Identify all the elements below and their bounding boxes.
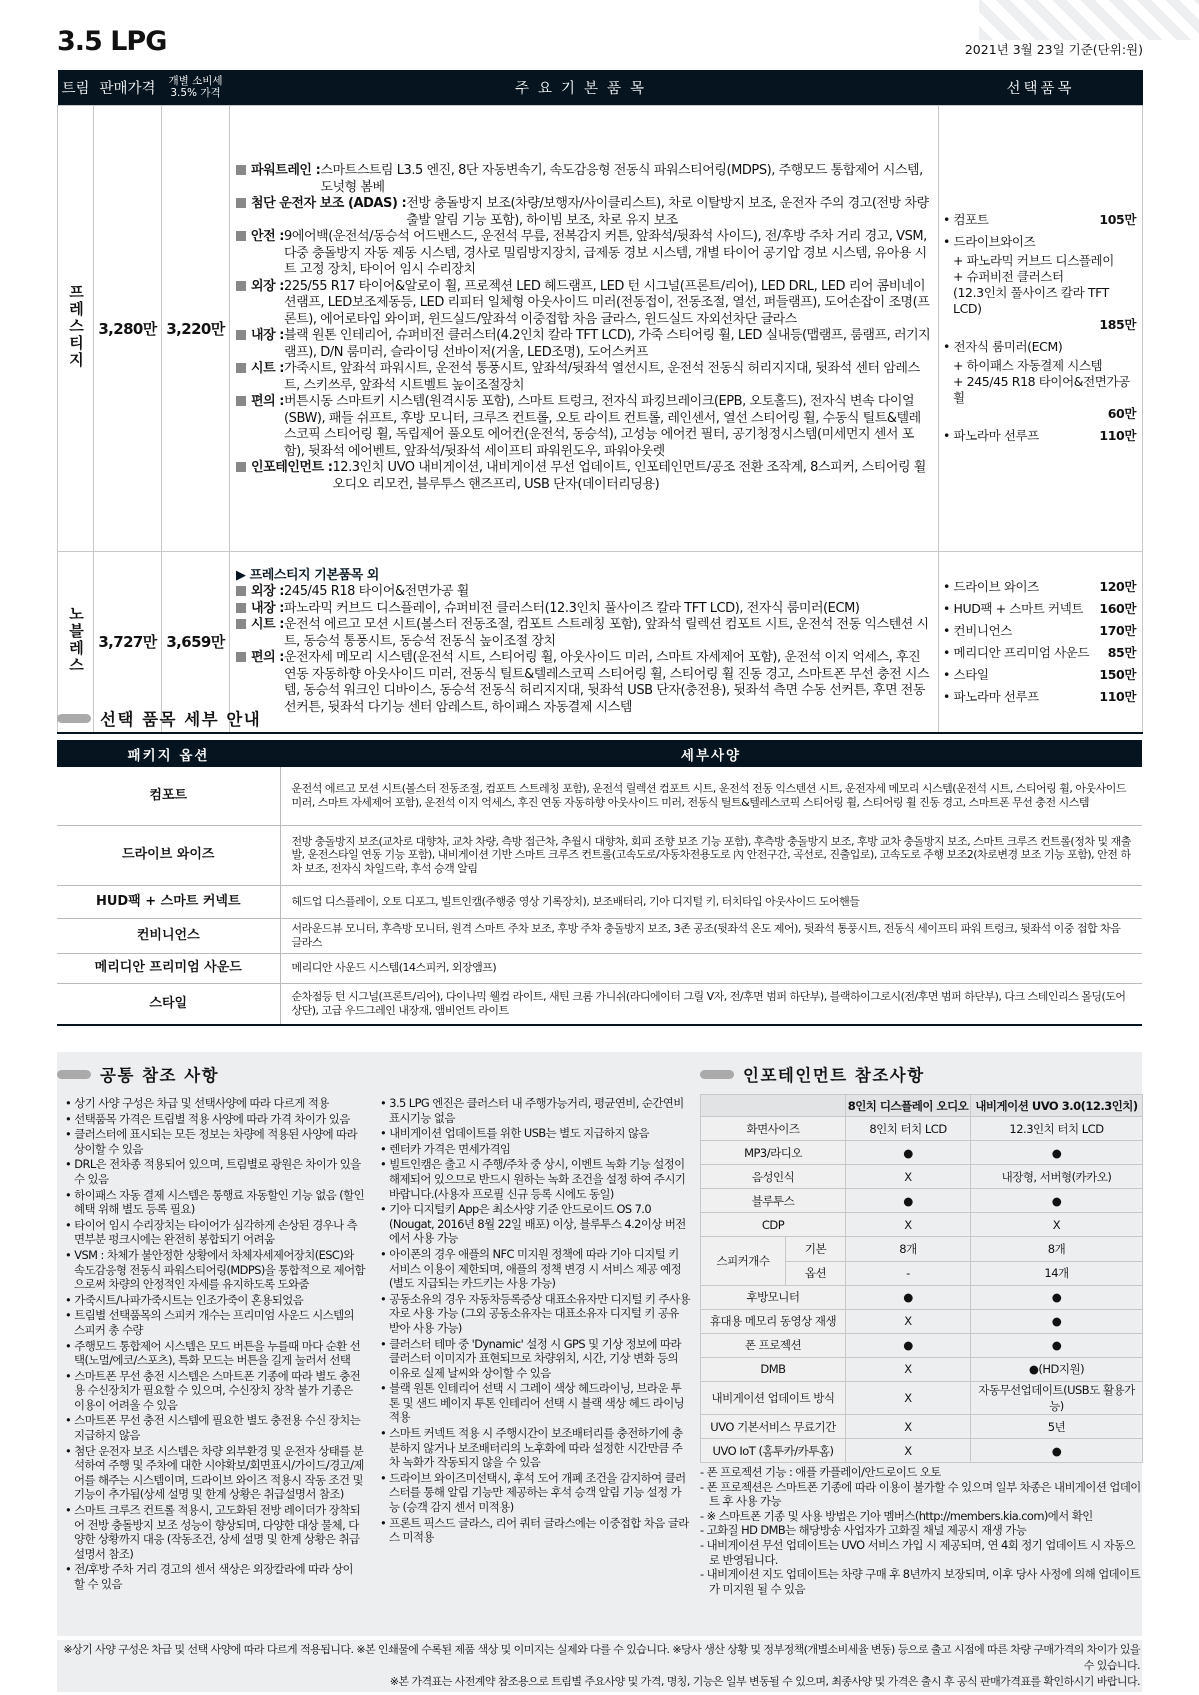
option-line xyxy=(943,428,1136,444)
info-value-navi: 5년 xyxy=(971,1415,1143,1439)
option-line xyxy=(943,601,1136,617)
info-row xyxy=(701,1165,1143,1189)
option-name: • 컨비니언스 xyxy=(943,623,1012,639)
info-label: 후방모니터 xyxy=(701,1285,846,1309)
feature-text: 운전자세 메모리 시스템(운전석 시트, 스티어링 휠, 아웃사이드 미러, 스마트 자세제어 포함), 운전석 이지 억세스, 후진연동 자동하향 아웃사이드 미러, 전동식 틸트&텔레스코픽 스티어링 휠, 스티어링 휠 진동 경고, 스마트폰 무선 충전 시스템, 동승석 워크인 디바이스, 동승석 전동식 허리지지대, 뒷좌석 USB 단자(충전용), 뒷좌석 측면 수동 선커튼, 후면 전동 선커튼, 뒷좌석 다기능 센터 암레스트, 하이패스 자동결제 시스템 xyxy=(284,650,930,715)
col-tax-price: 개별 소비세 3.5% 가격 xyxy=(162,70,230,105)
info-label: UVO 기본서비스 무료기간 xyxy=(701,1415,846,1439)
package-name: 스타일 xyxy=(57,983,280,1025)
col-navi: 내비게이션 UVO 3.0(12.3인치) xyxy=(971,1095,1143,1117)
option-name: • HUD팩 + 스마트 커넥트 xyxy=(943,601,1083,617)
info-value-navi: ● xyxy=(971,1141,1143,1165)
option-line xyxy=(943,234,1136,250)
option-name: • 전자식 룸미러(ECM) xyxy=(943,339,1062,355)
col-audio: 8인치 디스플레이 오디오 xyxy=(846,1095,971,1117)
note-item: • 트림별 선택품목의 스피커 개수는 프리미엄 사운드 시스템의 스피커 총 수량 xyxy=(65,1308,365,1337)
option-name: • 파노라마 선루프 xyxy=(943,689,1039,705)
feature-label: 첨단 운전자 보조 (ADAS) : xyxy=(236,196,406,229)
info-value-audio: X xyxy=(846,1382,971,1415)
option-price: 150만 xyxy=(1099,666,1136,682)
option-item xyxy=(943,667,1136,683)
col-price: 판매가격 xyxy=(94,70,162,105)
package-name: 메리디안 프리미엄 사운드 xyxy=(57,953,280,983)
note-item: • 타이어 임시 수리장치는 타이어가 심각하게 손상된 경우나 측면부분 펑크시에는 완전히 봉합되기 어려움 xyxy=(65,1218,365,1247)
option-line xyxy=(943,623,1136,639)
detail-row xyxy=(57,767,1142,825)
feature-text: 운전석 에르고 모션 시트(볼스터 전동조절, 컴포트 스트레칭 포함), 앞좌석 릴렉션 컴포트 시트, 운전석 전동 익스텐션 시트, 동승석 통풍시트, 동승석 전동식 높이조절 장치 xyxy=(284,617,929,649)
info-row xyxy=(701,1141,1143,1165)
feature-item xyxy=(236,361,932,394)
info-value-audio: X xyxy=(846,1213,971,1237)
info-value-navi: 14개 xyxy=(971,1261,1143,1285)
option-price: 160만 xyxy=(1099,600,1136,616)
footer-line-2: ※본 가격표는 사전계약 참조용으로 트림별 주요사양 및 가격, 명칭, 기능은 일부 변동될 수 있으며, 최종사양 및 가격은 출시 후 공식 판매가격표를 확인하시기 바랍니다. xyxy=(389,1675,1140,1688)
package-name: HUD팩 + 스마트 커넥트 xyxy=(57,885,280,918)
note-item: • 드라이브 와이즈미선택시, 후석 도어 개폐 조건을 감지하여 클러스터를 통해 알림 기능만 제공하는 후석 승객 알림 기능 설정 가능 (승객 감지 센서 미적용) xyxy=(380,1471,690,1515)
info-value-audio: X xyxy=(846,1165,971,1189)
note-item: • DRL은 전차종 적용되어 있으며, 트림별로 광원은 차이가 있을 수 있음 xyxy=(65,1157,365,1186)
note-item: • 첨단 운전자 보조 시스템은 차량 외부환경 및 운전자 상태를 분석하여 주행 및 주차에 대한 시야확보/회면표시/가이드/경고/제어를 해주는 시스템이며, 드라이브 와이즈 적용시 작동 조건 및 기능이 추가됨(상세 설명 및 한계 상황은 취급설명서 참조) xyxy=(65,1444,365,1502)
info-value-navi: X xyxy=(971,1213,1143,1237)
detail-row xyxy=(57,825,1142,885)
feature-item xyxy=(236,328,932,361)
info-value-navi: ●(HD지원) xyxy=(971,1357,1143,1381)
feature-label: 외장 : xyxy=(236,279,284,329)
section-heading-option-details: 선택 품목 세부 안내 xyxy=(57,706,261,730)
option-sub: + 슈퍼비전 클러스터 xyxy=(953,269,1064,284)
info-label: MP3/라디오 xyxy=(701,1141,846,1165)
note-item: • VSM : 차체가 불안정한 상황에서 차체자세제어장치(ESC)와 속도감응형 전동식 파워스티어링(MDPS)을 통합적으로 제어함으로써 차량의 안정적인 자세를 유지하도록 도와줌 xyxy=(65,1248,365,1292)
info-label: DMB xyxy=(701,1357,846,1381)
info-value-audio: 8인치 터치 LCD xyxy=(846,1117,971,1141)
feature-text: 전방 충돌방지 보조(차량/보행자/사이클리스트), 차로 이탈방지 보조, 운전자 주의 경고(전방 차량 출발 알림 기능 포함), 하이빔 보조, 차로 유지 보조 xyxy=(406,196,929,228)
trim-label: 노블레스 xyxy=(67,605,85,674)
feature-label: 내장 : xyxy=(236,601,284,618)
info-label: CDP xyxy=(701,1213,846,1237)
note-item: • 공동소유의 경우 자동차등록증상 대표소유자만 디지털 키 주사용자로 사용 가능 (그외 공동소유자는 대표소유자 디지털 키 공유 받아 사용 가능) xyxy=(380,1292,690,1336)
feature-item xyxy=(236,394,932,460)
feature-text: 225/55 R17 타이어&알로이 휠, 프로젝션 LED 헤드램프, LED 턴 시그널(프론트/리어), LED DRL, LED 리어 콤비네이션램프, LED보조제동등, LED 리피터 일체형 아웃사이드 미러(전동접이, 전동조절, 열선, 퍼들램프), 도어손잡이 조명(프론트), 에어로타입 와이퍼, 윈드실드/앞좌석 이중접합 차음 글라스, 윈드실드 자외선차단 글라스 xyxy=(284,278,930,327)
tax-price: 3,220만 xyxy=(162,105,230,551)
page-title: 3.5 LPG xyxy=(57,26,167,57)
info-value-navi: ● xyxy=(971,1285,1143,1309)
info-value-audio: ● xyxy=(846,1189,971,1213)
info-label: 내비게이션 업데이트 방식 xyxy=(701,1382,846,1415)
option-list xyxy=(939,105,1143,551)
option-price: 85만 xyxy=(1107,644,1136,660)
package-detail: 운전석 에르고 모션 시트(볼스터 전동조절, 컴포트 스트레칭 포함), 운전석 릴렉션 컴포트 시트, 운전석 전동 익스텐션 시트, 운전자세 메모리 시스템(운전석 시트, 스티어링 휠, 아웃사이드 미러, 스마트 자세제어 포함), 운전석 이지 억세스, 후진 연동 자동하향 아웃사이드 미러, 전동식 틸트&텔레스코픽 스티어링 휠, 스티어링 휠 진동 경고, 스마트폰 무선 충전 시스템 xyxy=(280,767,1142,825)
option-name: • 컴포트 xyxy=(943,212,989,228)
package-detail: 메리디안 사운드 시스템(14스피커, 외장앰프) xyxy=(280,953,1142,983)
info-value-navi: ● xyxy=(971,1189,1143,1213)
info-note: - ※ 스마트폰 기종 및 사용 방법은 기아 멤버스(http://members.kia.com)에서 확인 xyxy=(700,1509,1145,1524)
info-note: - 폰 프로젝션은 스마트폰 기종에 따라 이용이 불가할 수 있으며 일부 차종은 내비게이션 업데이트 후 사용 가능 xyxy=(700,1480,1145,1509)
feature-item xyxy=(236,279,932,329)
option-line xyxy=(943,689,1136,705)
info-value-audio: X xyxy=(846,1309,971,1333)
info-value-navi: 자동무선업데이트(USB도 활용가능) xyxy=(971,1382,1143,1415)
feature-item xyxy=(236,460,932,493)
info-note: - 내비게이션 지도 업데이트는 차량 구매 후 8년까지 보장되며, 이후 당사 사정에 의해 업데이트가 미지원 될 수 있음 xyxy=(700,1567,1145,1596)
detail-row xyxy=(57,918,1142,953)
info-note: - 내비게이션 무선 업데이트는 UVO 서비스 가입 시 제공되며, 연 4회 정기 업데이트 시 자동으로 반영됩니다. xyxy=(700,1538,1145,1567)
info-row xyxy=(701,1237,1143,1261)
option-price: 110만 xyxy=(1099,688,1136,704)
info-label: 블루투스 xyxy=(701,1189,846,1213)
option-item xyxy=(943,234,1136,333)
note-item: • 전/후방 주차 거리 경고의 센서 색상은 외장칼라에 따라 상이 할 수 있음 xyxy=(65,1562,365,1591)
trim-name xyxy=(58,105,94,551)
option-line xyxy=(943,339,1136,355)
feature-label: 안전 : xyxy=(236,229,284,279)
info-row xyxy=(701,1439,1143,1463)
detail-row xyxy=(57,885,1142,918)
feature-list xyxy=(230,551,939,733)
feature-item xyxy=(236,617,932,650)
detail-row xyxy=(57,983,1142,1025)
feature-list xyxy=(230,105,939,551)
info-row xyxy=(701,1309,1143,1333)
info-value-audio: X xyxy=(846,1357,971,1381)
info-sublabel: 기본 xyxy=(786,1237,846,1261)
info-value-audio: ● xyxy=(846,1333,971,1357)
tax-price: 3,659만 xyxy=(162,551,230,733)
footer-notes xyxy=(57,1640,1142,1692)
info-value-audio: - xyxy=(846,1261,971,1285)
feature-item xyxy=(236,196,932,229)
feature-text: 245/45 R18 타이어&전면가공 휠 xyxy=(284,584,469,599)
base-note: ▶ 프레스티지 기본품목 외 xyxy=(236,567,379,583)
feature-label: 파워트레인 : xyxy=(236,163,320,196)
info-label: 스피커개수 xyxy=(701,1237,786,1285)
decorative-pattern xyxy=(979,0,1199,40)
info-value-navi: 8개 xyxy=(971,1237,1143,1261)
feature-label: 외장 : xyxy=(236,584,284,601)
note-item: • 스마트폰 무선 충전 시스템은 스마트폰 기종에 따라 별도 충전용 수신장치가 필요할 수 있으며, 수신장치 장착 불가 기종은 이용이 어려울 수 있음 xyxy=(65,1369,365,1413)
info-value-navi: 12.3인치 터치 LCD xyxy=(971,1117,1143,1141)
info-value-audio: ● xyxy=(846,1285,971,1309)
option-item xyxy=(943,339,1136,422)
package-detail: 전방 충돌방지 보조(교차로 대향차, 교차 차량, 측방 접근차, 추월시 대향차, 회피 조향 보조 기능 포함), 후측방 충돌방지 보조, 후방 교차 충돌방지 보조, 스마트 크루즈 컨트롤(정차 및 재출발, 운전스타일 연동 기능 포함), 내비게이션 기반 스마트 크루즈 컨트롤(고속도로/자동차전용도로 內 안전구간, 곡선로, 진출입로), 고속도로 주행 보조2(차로변경 보조 기능 포함), 안전 하차 보조, 전자식 차일드락, 후석 승객 알림 xyxy=(280,825,1142,885)
option-line xyxy=(943,212,1136,228)
option-item xyxy=(943,623,1136,639)
info-label: 휴대용 메모리 동영상 재생 xyxy=(701,1309,846,1333)
info-value-navi: ● xyxy=(971,1333,1143,1357)
feature-label: 인포테인먼트 : xyxy=(236,460,332,493)
option-name: • 파노라마 선루프 xyxy=(943,428,1039,444)
package-name: 컴포트 xyxy=(57,767,280,825)
option-line xyxy=(943,667,1136,683)
info-row xyxy=(701,1285,1143,1309)
trim-row xyxy=(58,105,1143,551)
common-notes-col2 xyxy=(380,1096,690,1546)
option-price: 170만 xyxy=(1099,622,1136,638)
info-label: 폰 프로젝션 xyxy=(701,1333,846,1357)
option-name: • 드라이브와이즈 xyxy=(943,234,1035,250)
feature-label: 편의 : xyxy=(236,394,284,460)
feature-item xyxy=(236,229,932,279)
option-price-line xyxy=(943,406,1136,422)
option-name: • 스타일 xyxy=(943,667,989,683)
infotainment-notes xyxy=(700,1465,1145,1596)
option-item xyxy=(943,601,1136,617)
note-item: • 선택품목 가격은 트림별 적용 사양에 따라 가격 차이가 있음 xyxy=(65,1112,365,1127)
feature-label: 편의 : xyxy=(236,650,284,716)
feature-text: 12.3인치 UVO 내비게이션, 내비게이션 무선 업데이트, 인포테인먼트/공조 전환 조작계, 8스피커, 스티어링 휠 오디오 리모컨, 블루투스 핸즈프리, USB 단자(데이터리딩용) xyxy=(332,460,926,492)
note-item: • 기아 디지털키 App은 최소사양 기준 안드로이드 OS 7.0 (Nougat, 2016년 8월 22일 배포) 이상, 블루투스 4.2이상 버전에서 사용 가능 xyxy=(380,1202,690,1246)
info-row xyxy=(701,1213,1143,1237)
option-sub: (12.3인치 풀사이즈 칼라 TFT LCD) xyxy=(953,285,1109,316)
col-detail: 세부사양 xyxy=(280,740,1142,767)
option-item xyxy=(943,428,1136,444)
feature-label: 시트 : xyxy=(236,617,284,650)
feature-item xyxy=(236,601,932,618)
note-item: • 하이패스 자동 결제 시스템은 통행료 자동할인 기능 없음 (할인 혜택 위해 별도 등록 필요) xyxy=(65,1188,365,1217)
feature-item xyxy=(236,584,932,601)
date-note: 2021년 3월 23일 기준(단위:원) xyxy=(964,42,1143,57)
col-package: 패키지 옵션 xyxy=(57,740,280,767)
note-item: • 주행모드 통합제어 시스템은 모드 버튼을 누를때 마다 순환 선택(노멀/에코/스포츠), 특화 모드는 버튼을 길게 눌러서 선택 xyxy=(65,1339,365,1368)
feature-text: 9에어백(운전석/동승석 어드밴스드, 운전석 무릎, 전복감지 커튼, 앞좌석/뒷좌석 사이드), 전/후방 주차 거리 경고, VSM, 다중 충돌방지 자동 제동 시스템, 경사로 밀림방지장치, 급제동 경보 시스템, 개별 타이어 공기압 경보 시스템, 유아용 시트 고정 장치, 타이어 임시 수리장치 xyxy=(284,229,927,277)
info-value-navi: ● xyxy=(971,1439,1143,1463)
package-detail: 헤드업 디스플레이, 오토 디포그, 빌트인캠(주행중 영상 기록장치), 보조배터리, 기아 디지털 키, 터치타입 아웃사이드 도어핸들 xyxy=(280,885,1142,918)
option-list xyxy=(939,551,1143,733)
note-item: • 가죽시트/나파가죽시트는 인조가죽이 혼용되었음 xyxy=(65,1293,365,1308)
option-item xyxy=(943,212,1136,228)
option-item xyxy=(943,645,1136,661)
note-item: • 3.5 LPG 엔진은 클러스터 내 주행가능거리, 평균연비, 순간연비 표시기능 없음 xyxy=(380,1096,690,1125)
note-item: • 클러스터에 표시되는 모든 정보는 차량에 적용된 사양에 따라 상이할 수 있음 xyxy=(65,1127,365,1156)
option-price: 185만 xyxy=(1099,317,1136,332)
info-note: - 폰 프로젝션 기능 : 애플 카플레이/안드로이드 오토 xyxy=(700,1465,1145,1480)
note-item: • 아이폰의 경우 애플의 NFC 미지원 정책에 따라 기아 디지털 키 서비스 이용이 제한되며, 애플의 정책 변경 시 서비스 제공 예정(별도 지급되는 카드키는 사용 가능) xyxy=(380,1247,690,1291)
detail-row xyxy=(57,953,1142,983)
info-row xyxy=(701,1189,1143,1213)
sale-price: 3,727만 xyxy=(94,551,162,733)
note-item: • 스마트 커넥트 적용 시 주행시간이 보조배터리를 충전하기에 충분하지 않거나 보조배터리의 노후화에 따라 설정한 시간만큼 주차 녹화가 작동되지 않을 수 있음 xyxy=(380,1426,690,1470)
option-item xyxy=(943,689,1136,705)
info-label: 음성인식 xyxy=(701,1165,846,1189)
note-item: • 내비게이션 업데이트를 위한 USB는 별도 지급하지 않음 xyxy=(380,1126,690,1141)
col-options: 선택품목 xyxy=(939,70,1143,105)
option-detail-table xyxy=(57,740,1142,1026)
info-row xyxy=(701,1415,1143,1439)
info-note: - 고화질 HD DMB는 해당방송 사업자가 고화질 채널 제공시 재생 가능 xyxy=(700,1523,1145,1538)
package-detail: 순차점등 턴 시그널(프론트/리어), 다이나믹 웰컴 라이트, 새틴 크롬 가니쉬(라디에이터 그릴 V자, 전/후면 범퍼 하단부), 블랙하이그로시(전/후면 범퍼 하단부), 다크 스테인리스 몰딩(도어 상단), 고급 우드그레인 내장재, 앰비언트 라이트 xyxy=(280,983,1142,1025)
info-row xyxy=(701,1357,1143,1381)
section-heading-common-notes: 공통 참조 사항 xyxy=(57,1062,219,1086)
option-price: 105만 xyxy=(1099,212,1136,227)
info-value-audio: 8개 xyxy=(846,1237,971,1261)
feature-text: 스마트스트림 L3.5 엔진, 8단 자동변속기, 속도감응형 전동식 파워스티어링(MDPS), 주행모드 통합제어 시스템, 도넛형 봄베 xyxy=(320,163,923,195)
note-item: • 스마트폰 무선 충전 시스템에 필요한 별도 충전용 수신 장치는 지급하지 않음 xyxy=(65,1413,365,1442)
feature-item xyxy=(236,650,932,716)
info-row xyxy=(701,1117,1143,1141)
feature-text: 파노라믹 커브드 디스플레이, 슈퍼비전 클러스터(12.3인치 풀사이즈 칼라 TFT LCD), 전자식 룸미러(ECM) xyxy=(284,600,860,616)
note-item: • 스마트 크루즈 컨트롤 적용시, 고도화된 전방 레이더가 장착되어 전방 충돌방지 보조 성능이 향상되며, 다양한 대상 물체, 다양한 상황까지 대응 (작동조건, 상세 설명 및 한계 상황은 취급설명서 참조) xyxy=(65,1503,365,1561)
common-notes-col1 xyxy=(65,1096,365,1593)
info-label: 화면사이즈 xyxy=(701,1117,846,1141)
option-sub: + 245/45 R18 타이어&전면가공 휠 xyxy=(953,374,1130,405)
option-name: • 드라이브 와이즈 xyxy=(943,579,1039,595)
option-name: • 메리디안 프리미엄 사운드 xyxy=(943,645,1089,661)
option-price: 120만 xyxy=(1099,578,1136,594)
info-value-audio: ● xyxy=(846,1141,971,1165)
note-item: • 프론트 픽스드 글라스, 리어 쿼터 글라스에는 이중접합 차음 글라스 미적용 xyxy=(380,1516,690,1545)
info-label: UVO IoT (홈투카/카투홈) xyxy=(701,1439,846,1463)
package-detail: 서라운드뷰 모니터, 후측방 모니터, 원격 스마트 주차 보조, 후방 주차 충돌방지 보조, 3존 공조(뒷좌석 온도 제어), 뒷좌석 통풍시트, 전동식 세이프티 파워 트렁크, 뒷좌석 이중 접합 차음 글라스 xyxy=(280,918,1142,953)
sale-price: 3,280만 xyxy=(94,105,162,551)
option-sub: + 파노라믹 커브드 디스플레이 xyxy=(953,253,1114,268)
feature-label: 내장 : xyxy=(236,328,284,361)
option-price-line xyxy=(943,317,1136,333)
info-value-audio: X xyxy=(846,1439,971,1463)
feature-item xyxy=(236,163,932,196)
option-price: 60만 xyxy=(1107,406,1136,421)
feature-text: 블랙 원톤 인테리어, 슈퍼비전 클러스터(4.2인치 칼라 TFT LCD), 가죽 스티어링 휠, LED 실내등(맵램프, 룸램프, 러기지램프), D/N 룸미러, 슬라이딩 선바이저(거울, LED조명), 도어스커프 xyxy=(284,328,931,360)
note-item: • 렌터카 가격은 면세가격임 xyxy=(380,1142,690,1157)
option-line xyxy=(943,645,1136,661)
note-item: • 빌트인캠은 출고 시 주행/주차 중 상시, 이벤트 녹화 기능 설정이 해제되어 있으므로 반드시 원하는 녹화 조건을 설정 하여 주시기 바랍니다.(사용자 프로필 신규 등록 시에도 동일) xyxy=(380,1157,690,1201)
info-value-navi: 내장형, 서버형(카카오) xyxy=(971,1165,1143,1189)
info-value-navi: ● xyxy=(971,1309,1143,1333)
option-sub: + 하이패스 자동결제 시스템 xyxy=(953,358,1103,373)
note-item: • 블랙 원톤 인테리어 선택 시 그레이 색상 헤드라이닝, 브라운 투톤 및 샌드 베이지 투톤 인테리어 선택 시 블랙 색상 헤드 라이닝 적용 xyxy=(380,1381,690,1425)
col-trim: 트림 xyxy=(58,70,94,105)
info-row xyxy=(701,1382,1143,1415)
info-sublabel: 옵션 xyxy=(786,1261,846,1285)
option-line xyxy=(943,579,1136,595)
option-price: 110만 xyxy=(1099,428,1136,443)
feature-text: 버튼시동 스마트키 시스템(원격시동 포함), 스마트 트렁크, 전자식 파킹브레이크(EPB, 오토홀드), 전자식 변속 다이얼(SBW), 패들 쉬프트, 후방 모니터, 크루즈 컨트롤, 오토 라이트 컨트롤, 레인센서, 열선 스티어링 휠, 수동식 틸트&텔레스코픽 스티어링 휠, 독립제어 풀오토 에어컨(운전석, 동승석), 고성능 에어컨 필터, 공기청정시스템(미세먼지 센서 포함), 뒷좌석 에어벤트, 앞좌석/뒷좌석 세이프티 파워윈도우, 파워아웃렛 xyxy=(284,394,921,459)
info-value-audio: X xyxy=(846,1415,971,1439)
feature-text: 가죽시트, 앞좌석 파워시트, 운전석 통풍시트, 앞좌석/뒷좌석 열선시트, 운전석 전동식 허리지지대, 뒷좌석 센터 암레스트, 스키쓰루, 앞좌석 시트벨트 높이조절장치 xyxy=(284,361,920,393)
footer-line-1: ※상기 사양 구성은 차급 및 선택 사양에 따라 다르게 적용됩니다. ※본 인쇄물에 수록된 제품 색상 및 이미지는 실제와 다를 수 있습니다. ※당사 생산 상황 및 정부정책(개별소비세율 변동) 등으로 출고 시점에 따른 차량 구매가격의 차이가 있을 수 있습니다. xyxy=(63,1643,1140,1672)
section-heading-infotainment: 인포테인먼트 참조사항 xyxy=(700,1062,925,1086)
trim-label: 프레스티지 xyxy=(67,283,85,369)
infotainment-table xyxy=(700,1094,1143,1463)
package-name: 컨비니언스 xyxy=(57,918,280,953)
option-item xyxy=(943,579,1136,595)
note-item: • 상기 사양 구성은 차급 및 선택사양에 따라 다르게 적용 xyxy=(65,1096,365,1111)
info-row xyxy=(701,1333,1143,1357)
package-name: 드라이브 와이즈 xyxy=(57,825,280,885)
note-item: • 클러스터 테마 중 'Dynamic' 설정 시 GPS 및 기상 정보에 따라 클러스터 이미지가 표현되므로 차량위치, 시간, 기상 변화 등의 이유로 실제 날씨와 상이할 수 있음 xyxy=(380,1337,690,1381)
feature-label: 시트 : xyxy=(236,361,284,394)
col-features: 주요기본품목 xyxy=(230,70,939,105)
price-table xyxy=(57,70,1143,734)
